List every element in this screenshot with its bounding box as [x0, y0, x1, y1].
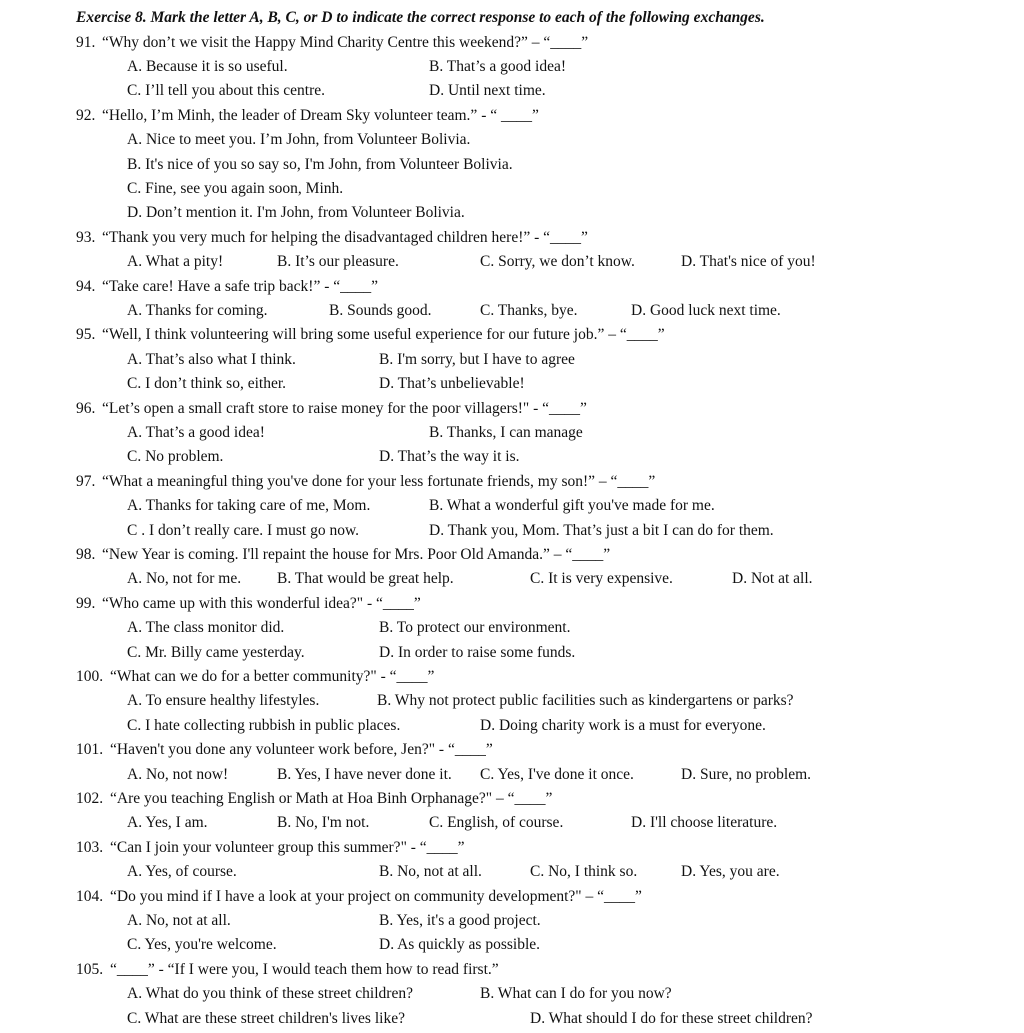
question-text: “Why don’t we visit the Happy Mind Charity Centre this weekend?” – “____”	[102, 33, 589, 51]
option-a-q93[interactable]: A. What a pity!	[127, 253, 224, 271]
option-a-q99[interactable]: A. The class monitor did.	[127, 619, 285, 637]
question-number: 103.	[76, 838, 104, 856]
option-a-q94[interactable]: A. Thanks for coming.	[127, 301, 268, 319]
option-b-q92[interactable]: B. It's nice of you so say so, I'm John, from Volunteer Bolivia.	[127, 155, 513, 173]
option-a-q95[interactable]: A. That’s also what I think.	[127, 350, 296, 368]
option-c-q104[interactable]: C. Yes, you're welcome.	[127, 936, 277, 954]
option-b-q94[interactable]: B. Sounds good.	[329, 301, 432, 319]
option-d-q102[interactable]: D. I'll choose literature.	[631, 814, 778, 832]
option-b-q105[interactable]: B. What can I do for you now?	[480, 985, 672, 1003]
question-number: 104.	[76, 887, 104, 905]
option-b-q99[interactable]: B. To protect our environment.	[379, 619, 571, 637]
option-c-q99[interactable]: C. Mr. Billy came yesterday.	[127, 643, 305, 661]
question-text: “____” - “If I were you, I would teach them how to read first.”	[110, 960, 499, 978]
option-b-q100[interactable]: B. Why not protect public facilities such as kindergartens or parks?	[377, 692, 794, 710]
question-text: “Do you mind if I have a look at your project on community development?" – “____”	[110, 887, 642, 905]
option-a-q102[interactable]: A. Yes, I am.	[127, 814, 208, 832]
option-d-q100[interactable]: D. Doing charity work is a must for everyone.	[480, 716, 766, 734]
option-d-q104[interactable]: D. As quickly as possible.	[379, 936, 541, 954]
option-d-q99[interactable]: D. In order to raise some funds.	[379, 643, 576, 661]
question-text: “Let’s open a small craft store to raise money for the poor villagers!" - “____”	[102, 399, 587, 417]
option-b-q95[interactable]: B. I'm sorry, but I have to agree	[379, 350, 575, 368]
question-text: “Hello, I’m Minh, the leader of Dream Sky volunteer team.” - “ ____”	[102, 106, 539, 124]
question-number: 98.	[76, 545, 96, 563]
question-number: 92.	[76, 106, 96, 124]
question-number: 105.	[76, 960, 104, 978]
option-a-q97[interactable]: A. Thanks for taking care of me, Mom.	[127, 497, 371, 515]
option-b-q102[interactable]: B. No, I'm not.	[277, 814, 370, 832]
option-c-q101[interactable]: C. Yes, I've done it once.	[480, 765, 634, 783]
option-d-q91[interactable]: D. Until next time.	[429, 82, 546, 100]
option-c-q98[interactable]: C. It is very expensive.	[530, 570, 673, 588]
option-b-q104[interactable]: B. Yes, it's a good project.	[379, 911, 541, 929]
option-b-q93[interactable]: B. It’s our pleasure.	[277, 253, 399, 271]
option-c-q103[interactable]: C. No, I think so.	[530, 863, 638, 881]
question-number: 94.	[76, 277, 96, 295]
option-b-q91[interactable]: B. That’s a good idea!	[429, 57, 567, 75]
question-number: 97.	[76, 472, 96, 490]
option-b-q103[interactable]: B. No, not at all.	[379, 863, 482, 881]
option-d-q97[interactable]: D. Thank you, Mom. That’s just a bit I can do for them.	[429, 521, 774, 539]
option-d-q92[interactable]: D. Don’t mention it. I'm John, from Volunteer Bolivia.	[127, 204, 465, 222]
question-text: “What can we do for a better community?" - “____”	[110, 667, 435, 685]
option-a-q91[interactable]: A. Because it is so useful.	[127, 57, 288, 75]
question-number: 101.	[76, 741, 104, 759]
option-d-q103[interactable]: D. Yes, you are.	[681, 863, 780, 881]
question-text: “Haven't you done any volunteer work before, Jen?" - “____”	[110, 741, 493, 759]
option-c-q91[interactable]: C. I’ll tell you about this centre.	[127, 82, 326, 100]
question-text: “What a meaningful thing you've done for your less fortunate friends, my son!” – “____”	[102, 472, 656, 490]
option-d-q96[interactable]: D. That’s the way it is.	[379, 448, 520, 466]
option-c-q92[interactable]: C. Fine, see you again soon, Minh.	[127, 179, 344, 197]
question-number: 91.	[76, 33, 96, 51]
option-a-q103[interactable]: A. Yes, of course.	[127, 863, 237, 881]
question-text: “Thank you very much for helping the disadvantaged children here!” - “____”	[102, 228, 588, 246]
option-c-q100[interactable]: C. I hate collecting rubbish in public places.	[127, 716, 401, 734]
option-d-q93[interactable]: D. That's nice of you!	[681, 253, 816, 271]
option-d-q101[interactable]: D. Sure, no problem.	[681, 765, 812, 783]
option-c-q96[interactable]: C. No problem.	[127, 448, 224, 466]
option-a-q104[interactable]: A. No, not at all.	[127, 911, 231, 929]
question-text: “Take care! Have a safe trip back!” - “____”	[102, 277, 379, 295]
question-number: 96.	[76, 399, 96, 417]
option-c-q105[interactable]: C. What are these street children's lives like?	[127, 1009, 405, 1027]
option-a-q92[interactable]: A. Nice to meet you. I’m John, from Volunteer Bolivia.	[127, 131, 471, 149]
question-text: “New Year is coming. I'll repaint the house for Mrs. Poor Old Amanda.” – “____”	[102, 545, 611, 563]
question-number: 99.	[76, 594, 96, 612]
option-d-q105[interactable]: D. What should I do for these street children?	[530, 1009, 813, 1027]
option-d-q98[interactable]: D. Not at all.	[732, 570, 813, 588]
option-b-q98[interactable]: B. That would be great help.	[277, 570, 454, 588]
option-d-q95[interactable]: D. That’s unbelievable!	[379, 375, 525, 393]
exercise-title-text: Exercise 8. Mark the letter A, B, C, or D to indicate the correct response to each of the following exchanges.	[76, 9, 765, 26]
question-text: “Who came up with this wonderful idea?" - “____”	[102, 594, 421, 612]
question-text: “Are you teaching English or Math at Hoa Binh Orphanage?" – “____”	[110, 789, 553, 807]
option-c-q102[interactable]: C. English, of course.	[429, 814, 564, 832]
option-a-q100[interactable]: A. To ensure healthy lifestyles.	[127, 692, 320, 710]
option-a-q96[interactable]: A. That’s a good idea!	[127, 423, 265, 441]
question-number: 95.	[76, 326, 96, 344]
option-b-q101[interactable]: B. Yes, I have never done it.	[277, 765, 452, 783]
question-number: 100.	[76, 667, 104, 685]
option-c-q94[interactable]: C. Thanks, bye.	[480, 301, 578, 319]
option-c-q97[interactable]: C . I don’t really care. I must go now.	[127, 521, 360, 539]
option-a-q101[interactable]: A. No, not now!	[127, 765, 229, 783]
question-text: “Well, I think volunteering will bring some useful experience for our future job.” – “____”	[102, 326, 665, 344]
option-d-q94[interactable]: D. Good luck next time.	[631, 301, 781, 319]
option-c-q95[interactable]: C. I don’t think so, either.	[127, 375, 287, 393]
question-number: 93.	[76, 228, 96, 246]
option-b-q96[interactable]: B. Thanks, I can manage	[429, 423, 583, 441]
option-c-q93[interactable]: C. Sorry, we don’t know.	[480, 253, 635, 271]
option-a-q98[interactable]: A. No, not for me.	[127, 570, 242, 588]
option-a-q105[interactable]: A. What do you think of these street children?	[127, 985, 413, 1003]
question-number: 102.	[76, 789, 104, 807]
option-b-q97[interactable]: B. What a wonderful gift you've made for me.	[429, 497, 715, 515]
question-text: “Can I join your volunteer group this summer?" - “____”	[110, 838, 465, 856]
